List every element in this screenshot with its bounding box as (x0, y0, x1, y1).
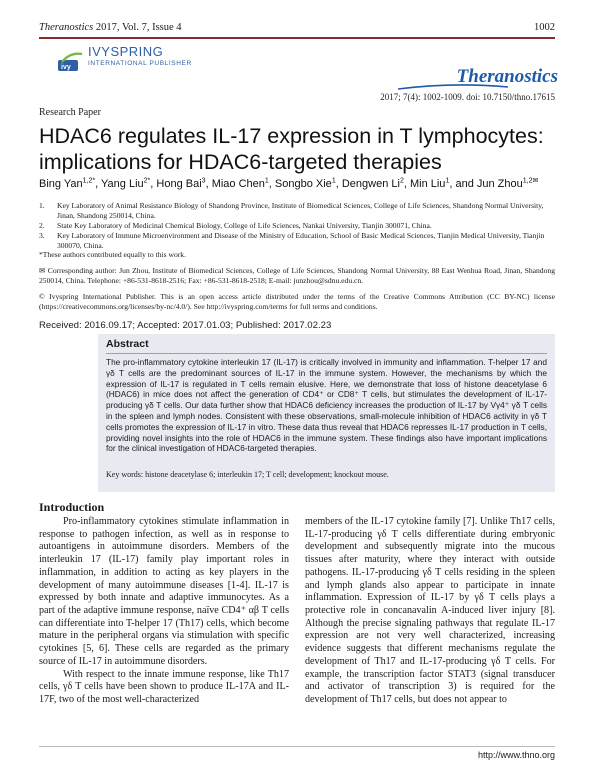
running-header (39, 22, 555, 36)
author-list (39, 178, 555, 190)
author: Miao Chen$^1$, (211, 177, 275, 190)
volume-info: 2017, Vol. 7, Issue 4 (95, 22, 182, 33)
article-type: Research Paper (39, 107, 101, 118)
paragraph: With respect to the innate immune response, like Th17 cells, γδ T cells have been shown to produce IL-17A and IL-17F, two of the most well-characterized (39, 668, 289, 706)
affiliation-item: 1. Key Laboratory of Animal Resistance Biology of Shandong Province, Institute of Biomedical Sciences, College of Life Sciences, Shandong Normal University, Jinan, Shandong 250014, China. (39, 201, 544, 220)
paragraph: Pro-inflammatory cytokines stimulate inflammation in response to pathogen infection, as well as in response to autoantigens in autoimmune disorders. Members of the interleukin 17 (IL-17) family play important roles in inflammation, in addition to acting as key players in the development of many autoimmune diseases [1-4]. IL-17 is expressed by both innate and adaptive immunocytes. As a part of the adaptive immune response, naïve CD4⁺ αβ T cells can differentiate into T-helper 17 (Th17) cells, which become mature in the peripheral organs via stimulation with specific cytokines [5, 6]. These cells are regarded as the primary source of IL-17 in autoimmune disorders. (39, 516, 289, 667)
ivyspring-logo-icon (58, 50, 86, 72)
paragraph: members of the IL-17 cytokine family [7]. Unlike Th17 cells, IL-17-producing γδ T cells differentiate during embryonic development and subsequently migrate into the mucous tissues after maturity, where they interact with outside pathogens. IL-17-producing γδ T cells residing in the spleen and lymph glands also appear to participate in innate inflammation. Expression of IL-17 by γδ T cells plays a protective role in concanavalin A-induced liver injury [8]. Although the precise signaling pathways that regulate IL-17 expression are not very well characterized, increasing evidence suggests that different mechanisms regulate the development of Th17 and IL-17-producing γδ T cells. For example, the transcription factor STAT3 (signal transducer and activator of transcription 3) is required for the development of Th17 cells, but does not appear to (305, 516, 555, 706)
author: Bing Yan$^{1,2*}$, (39, 177, 102, 190)
journal-logo-text: Theranostics (456, 66, 558, 87)
publisher-logo (58, 44, 198, 76)
article-dates: Received: 2016.09.17; Accepted: 2017.01.03; Published: 2017.02.23 (39, 320, 332, 331)
introduction-heading: Introduction (39, 500, 105, 514)
svg-text:ivy: ivy (61, 64, 71, 71)
journal-logo-swoosh-icon (398, 84, 508, 90)
body-column-left (39, 516, 289, 707)
abstract-divider (106, 353, 547, 354)
corresponding-author: ✉ Corresponding author: Jun Zhou, Institute of Biomedical Sciences, College of Life Sciences, Shandong Normal University, 88 East Wenhua Road, Jinan, Shandong 250014, China. Telephone: +86-531-8618-2516; Fax: +86-531-8618-2518; E-mail: junzhou@sdnu.edu.cn. (39, 266, 555, 285)
journal-info (39, 22, 182, 33)
author: Yang Liu$^{2*}$, (101, 177, 157, 190)
footer-url[interactable]: http://www.thno.org (477, 750, 555, 760)
author: Hong Bai$^3$, (156, 177, 212, 190)
author: Dengwen Li$^2$, (341, 177, 410, 190)
publisher-subtitle: INTERNATIONAL PUBLISHER (88, 60, 192, 67)
affiliation-item: 2. State Key Laboratory of Medicinal Chemical Biology, College of Life Sciences, Nankai University, Tianjin 300071, China. (39, 221, 432, 230)
article-title (39, 123, 555, 175)
header-divider (39, 37, 555, 39)
keywords: Key words: histone deacetylase 6; interleukin 17; T cell; development; knockout mouse. (106, 470, 389, 479)
author: Songbo Xie$^1$, (274, 177, 342, 190)
body-column-right (305, 516, 555, 707)
title-line-1: HDAC6 regulates IL-17 expression in T lymphocytes: (39, 124, 544, 148)
footer-divider (39, 746, 555, 747)
abstract-heading: Abstract (106, 338, 149, 350)
publisher-name: IVYSPRING (88, 44, 164, 59)
affiliations (39, 201, 555, 251)
copyright-notice: © Ivyspring International Publisher. This is an open access article distributed under the terms of the Creative Commons Attribution (CC BY-NC) license (https://creativecommons.org/licenses/by-nc/4.0/). See http://ivyspring.com/terms for full terms and conditions. (39, 292, 555, 311)
equal-contribution-note: *These authors contributed equally to this work. (39, 250, 186, 259)
title-line-2: implications for HDAC6-targeted therapies (39, 150, 442, 174)
abstract-text: The pro-inflammatory cytokine interleukin 17 (IL-17) is critically involved in immunity and inflammation. T-helper 17 and γδ T cells are the predominant sources of IL-17 in the immune system. However, the mechanisms by which the expression of IL-17 is regulated in T cells remain elusive. Here, we demonstrate that loss of histone deacetylase 6 (HDAC6) in mice does not affect the generation of CD4⁺ or CD8⁺ T cells, but stimulates the development of IL-17-producing γδ T cells. Our data further show that HDAC6 deficiency increases the production of IL-17 by Vγ4⁺ γδ T cells in the spleen and lymph nodes. Consistent with these observations, small-molecule inhibition of HDAC6 activity in γδ T cells promotes the expression of IL-17 in vitro. These data thus reveal that HDAC6 represses IL-17 production in T cells, providing novel insights into the role of HDAC6 in the immune system. These findings also have important implications for the clinical investigation of HDAC6-targeted therapies. (106, 357, 547, 454)
journal-logo (398, 66, 558, 90)
author: Jun Zhou$^{1,2✉}$ (476, 177, 539, 190)
author: Min Liu$^1$, and (409, 177, 477, 190)
citation: 2017; 7(4): 1002-1009. doi: 10.7150/thno.17615 (380, 92, 555, 102)
affiliation-item: 3. Key Laboratory of Immune Microenvironment and Disease of the Ministry of Education, School of Basic Medical Sciences, Tianjin Medical University, Tianjin 300070, China. (39, 231, 545, 250)
journal-name: Theranostics (39, 22, 94, 33)
page-number: 1002 (534, 22, 555, 33)
